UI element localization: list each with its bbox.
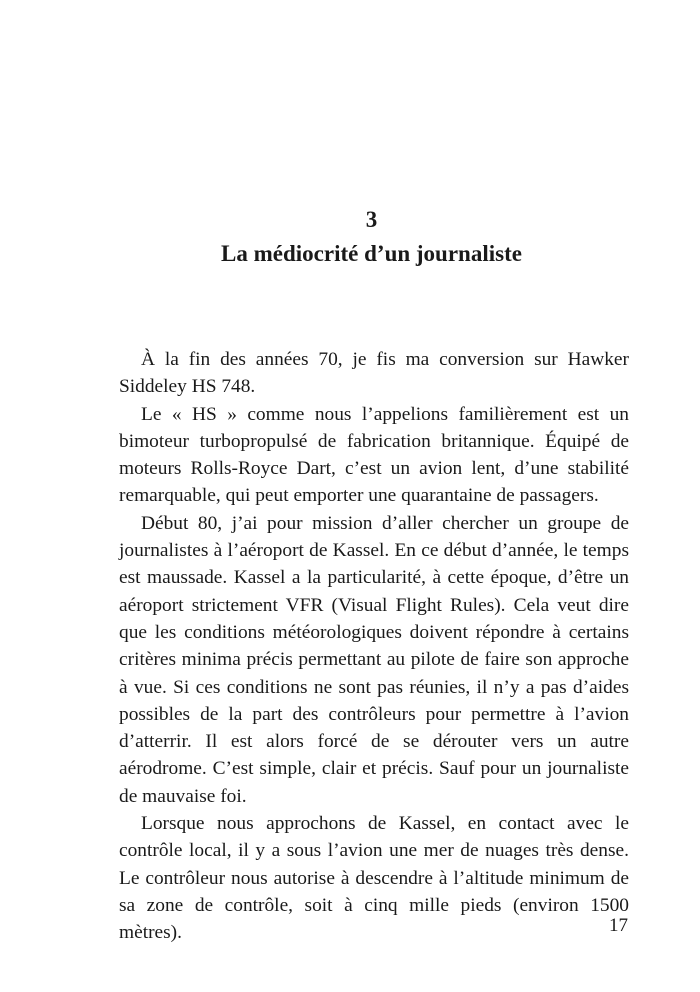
paragraph: Lorsque nous approchons de Kassel, en contact avec le contrôle local, il y a sous l’avion une mer de nuages très dense. Le contrôleur nous autorise à descendre à l’altitude minimum de sa zone de contrôle, soit à cinq mille pieds (environ 1500 mètres). [119, 813, 629, 944]
chapter-title: La médiocrité d’un journaliste [221, 241, 522, 266]
body-text [119, 346, 629, 947]
paragraph: Début 80, j’ai pour mission d’aller chercher un groupe de journalistes à l’aéroport de Kassel. En ce début d’année, le temps est maussade. Kassel a la particularité, à cette époque, d’être un aéroport strictement VFR (Visual Flight Rules). Cela veut dire que les conditions météorologiques doivent répondre à certains critères minima précis permettant au pilote de faire son approche à vue. Si ces conditions ne sont pas réunies, il n’y a pas d’aides possibles de la part des contrôleurs pour permettre à l’avion d’atterrir. Il est alors forcé de se dérouter vers un autre aérodrome. C’est simple, clair et précis. Sauf pour un journaliste de mauvaise foi. [119, 512, 629, 807]
chapter-number: 3 [365, 207, 378, 232]
paragraph: Le « HS » comme nous l’appelions familièrement est un bimoteur turbopropulsé de fabrication britannique. Équipé de moteurs Rolls-Royce Dart, c’est un avion lent, d’une stabilité remarquable, qui peut emporter une quarantaine de passagers. [119, 403, 629, 507]
paragraph: À la fin des années 70, je fis ma conversion sur Hawker Siddeley HS 748. [119, 349, 629, 398]
page-number: 17 [609, 915, 628, 936]
